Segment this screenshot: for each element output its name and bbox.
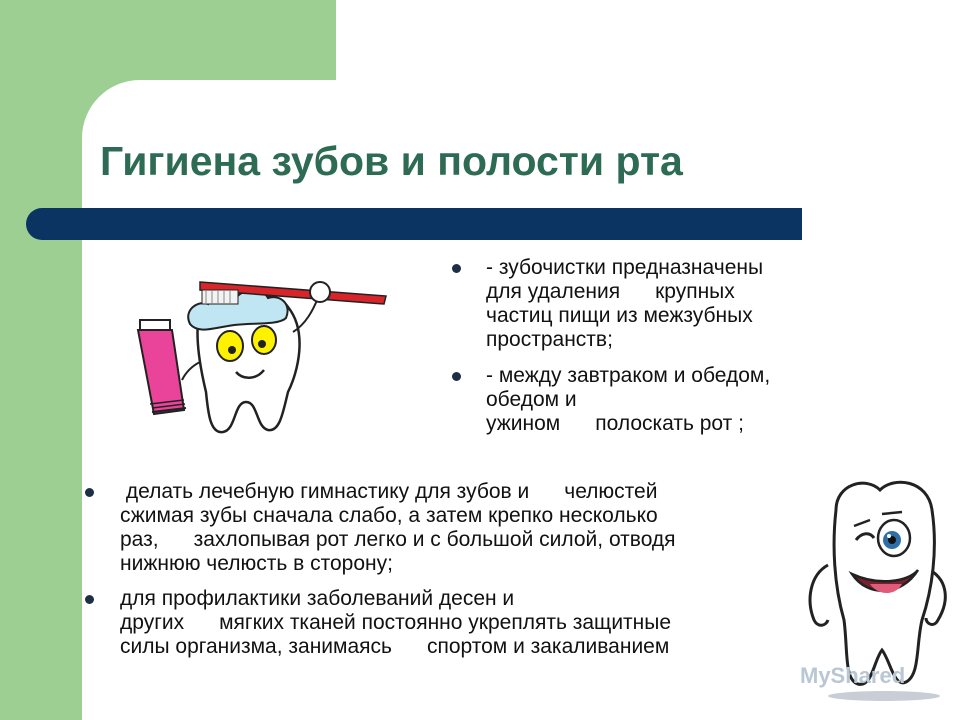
bullet-dot <box>452 264 461 273</box>
bullet-dot <box>85 595 94 604</box>
toothpaste-tube-icon <box>138 320 186 414</box>
bullet-dot <box>85 488 94 497</box>
list-item: - зубочистки предназначены для удаления крупных частиц пищи из межзубных пространств; <box>486 256 866 352</box>
bullet-dot <box>452 372 461 381</box>
title-underline-bar-cap <box>796 208 802 240</box>
toothbrush-icon <box>200 282 386 304</box>
slide-title: Гигиена зубов и полости рта <box>100 138 683 184</box>
list-item: - между завтраком и обедом, обедом и ужином полоскать рот ; <box>486 364 866 436</box>
list-item: для профилактики заболеваний десен и других мягких тканей постоянно укреплять защитные силы организма, занимаясь спортом и закаливанием <box>120 587 810 659</box>
list-item: делать лечебную гимнастику для зубов и челюстей сжимая зубы сначала слабо, а затем крепко несколько раз, захлопывая рот легко и с большой силой, отводя нижнюю челюсть в сторону; <box>120 480 810 576</box>
tooth-brushing-icon <box>128 262 390 448</box>
title-underline-bar <box>26 208 801 240</box>
watermark-text: MyShared <box>800 663 906 688</box>
hygiene-tips-top-list <box>486 256 866 436</box>
hygiene-tips-bottom-list <box>120 480 810 659</box>
